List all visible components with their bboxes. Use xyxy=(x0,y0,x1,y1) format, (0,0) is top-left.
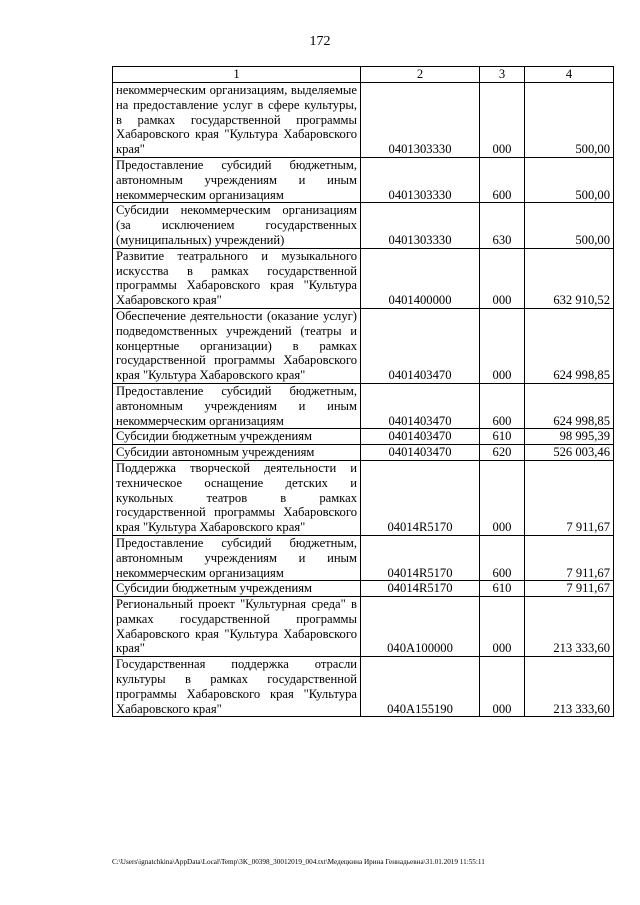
file-path-footer: C:\Users\ignatchkina\AppData\Local\Temp\3K_00398_30012019_004.txt\Медецкина Ирина Геннадьевна\31.01.2019 11:55:11 xyxy=(112,858,485,866)
table-row xyxy=(113,429,614,445)
table-row xyxy=(113,157,614,202)
row-type: 000 xyxy=(480,308,525,383)
table-row xyxy=(113,581,614,597)
row-code: 04014R5170 xyxy=(361,581,480,597)
table-row xyxy=(113,445,614,461)
header-col-2: 2 xyxy=(361,67,480,83)
row-name: Поддержка творческой деятельности и техническое оснащение детских и кукольных театров в рамках государственной программы Хабаровского края "Культура Хабаровского края" xyxy=(113,460,361,535)
row-name: Региональный проект "Культурная среда" в рамках государственной программы Хабаровского края "Культура Хабаровского края" xyxy=(113,597,361,657)
row-code: 0401403470 xyxy=(361,445,480,461)
row-name: Субсидии бюджетным учреждениям xyxy=(113,429,361,445)
row-sum: 624 998,85 xyxy=(525,308,614,383)
row-sum: 500,00 xyxy=(525,157,614,202)
row-code: 0401303330 xyxy=(361,157,480,202)
table-row xyxy=(113,657,614,717)
row-type: 630 xyxy=(480,203,525,248)
row-type: 000 xyxy=(480,460,525,535)
row-sum: 213 333,60 xyxy=(525,597,614,657)
row-code: 0401303330 xyxy=(361,83,480,158)
row-sum: 632 910,52 xyxy=(525,248,614,308)
row-type: 600 xyxy=(480,383,525,428)
row-sum: 98 995,39 xyxy=(525,429,614,445)
header-col-4: 4 xyxy=(525,67,614,83)
row-code: 0401400000 xyxy=(361,248,480,308)
row-type: 000 xyxy=(480,657,525,717)
row-type: 000 xyxy=(480,597,525,657)
row-type: 620 xyxy=(480,445,525,461)
page-number: 172 xyxy=(309,34,331,49)
row-name: Субсидии некоммерческим организациям (за исключением государственных (муниципальных) учреждений) xyxy=(113,203,361,248)
row-code: 0401303330 xyxy=(361,203,480,248)
row-name: Развитие театрального и музыкального искусства в рамках государственной программы Хабаровского края "Культура Хабаровского края" xyxy=(113,248,361,308)
row-type: 610 xyxy=(480,429,525,445)
table-header-row xyxy=(113,67,614,83)
row-type: 600 xyxy=(480,157,525,202)
row-name: Субсидии автономным учреждениям xyxy=(113,445,361,461)
row-name: Субсидии бюджетным учреждениям xyxy=(113,581,361,597)
table-row xyxy=(113,460,614,535)
table-row xyxy=(113,83,614,158)
row-code: 0401403470 xyxy=(361,383,480,428)
header-col-1: 1 xyxy=(113,67,361,83)
row-code: 040A100000 xyxy=(361,597,480,657)
row-name: Предоставление субсидий бюджетным, автономным учреждениям и иным некоммерческим организациям xyxy=(113,157,361,202)
row-code: 0401403470 xyxy=(361,429,480,445)
row-sum: 7 911,67 xyxy=(525,535,614,580)
row-sum: 7 911,67 xyxy=(525,460,614,535)
row-type: 000 xyxy=(480,248,525,308)
table-row xyxy=(113,308,614,383)
row-code: 0401403470 xyxy=(361,308,480,383)
row-name: некоммерческим организациям, выделяемые на предоставление услуг в сфере культуры, в рамках государственной программы Хабаровского края "Культура Хабаровского края" xyxy=(113,83,361,158)
table-row xyxy=(113,597,614,657)
row-type: 610 xyxy=(480,581,525,597)
header-col-3: 3 xyxy=(480,67,525,83)
row-name: Обеспечение деятельности (оказание услуг) подведомственных учреждений (театры и концертные организации) в рамках государственной программы Хабаровского края "Культура Хабаровского края" xyxy=(113,308,361,383)
row-code: 04014R5170 xyxy=(361,460,480,535)
table-row xyxy=(113,248,614,308)
row-type: 600 xyxy=(480,535,525,580)
row-name: Предоставление субсидий бюджетным, автономным учреждениям и иным некоммерческим организациям xyxy=(113,383,361,428)
row-sum: 624 998,85 xyxy=(525,383,614,428)
row-sum: 500,00 xyxy=(525,83,614,158)
row-code: 040A155190 xyxy=(361,657,480,717)
row-sum: 7 911,67 xyxy=(525,581,614,597)
row-sum: 213 333,60 xyxy=(525,657,614,717)
row-type: 000 xyxy=(480,83,525,158)
table-row xyxy=(113,535,614,580)
table-row xyxy=(113,203,614,248)
row-sum: 526 003,46 xyxy=(525,445,614,461)
row-name: Государственная поддержка отрасли культуры в рамках государственной программы Хабаровского края "Культура Хабаровского края" xyxy=(113,657,361,717)
row-sum: 500,00 xyxy=(525,203,614,248)
budget-table xyxy=(112,66,614,717)
row-name: Предоставление субсидий бюджетным, автономным учреждениям и иным некоммерческим организациям xyxy=(113,535,361,580)
row-code: 04014R5170 xyxy=(361,535,480,580)
table-row xyxy=(113,383,614,428)
